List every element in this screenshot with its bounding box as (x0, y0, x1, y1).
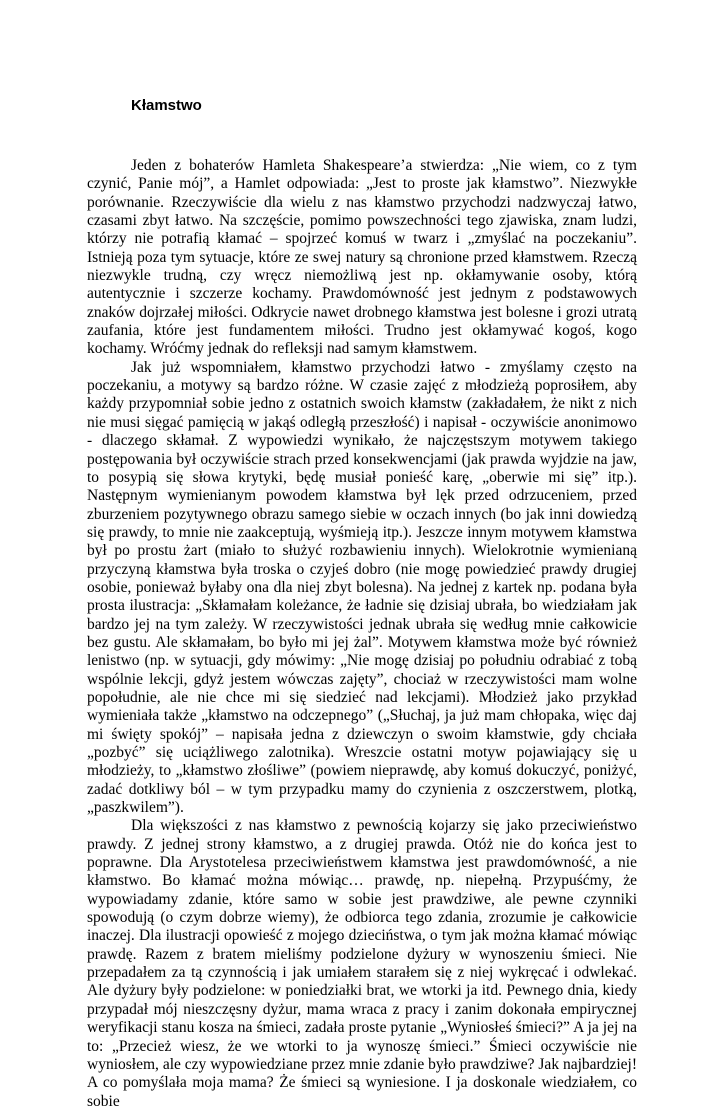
paragraph: Dla większości z nas kłamstwo z pewnością kojarzy się jako przeciwieństwo prawdy. Z jednej strony kłamstwo, a z drugiej prawda. Otóż nie do końca jest to poprawne. Dla Arystotelesa przeciwieństwem kłamstwa jest prawdomówność, a nie kłamstwo. Bo kłamać można mówiąc… prawdę, np. niepełną. Przypuśćmy, że wypowiadamy zdanie, które samo w sobie jest prawdziwe, ale pewne czynniki spowodują (o czym dobrze wiemy), że odbiorca tego zdania, zrozumie je całkowicie inaczej. Dla ilustracji opowieść z mojego dzieciństwa, o tym jak można kłamać mówiąc prawdę. Razem z bratem mieliśmy podzielone dyżury w wynoszeniu śmieci. Nie przepadałem za tą czynnością i jak umiałem starałem się z niej wykręcać i odwlekać. Ale dyżury były podzielone: w poniedziałki brat, we wtorki ja itd. Pewnego dnia, kiedy przypadał mój nieszczęsny dyżur, mama wraca z pracy i zanim dokonała empirycznej weryfikacji stanu kosza na śmieci, zadała proste pytanie „Wyniosłeś śmieci?” A ja jej na to: „Przecież wiesz, że we wtorki to ja wynoszę śmieci.” Śmieci oczywiście nie wyniosłem, ale czy wypowiedziane przez mnie zdanie było prawdziwe? Jak najbardziej! A co pomyślała moja mama? Że śmieci są wyniesione. I ja doskonale wiedziałem, co sobie (87, 817, 637, 1110)
paragraph: Jeden z bohaterów Hamleta Shakespeare’a stwierdza: „Nie wiem, co z tym czynić, Panie mój”, a Hamlet odpowiada: „Jest to proste jak kłamstwo”. Niezwykłe porównanie. Rzeczywiście dla wielu z nas kłamstwo przychodzi nadzwyczaj łatwo, czasami zbyt łatwo. Na szczęście, pomimo powszechności tego zjawiska, znam ludzi, którzy nie potrafią kłamać – spojrzeć komuś w twarz i „zmyślać na poczekaniu”. Istnieją poza tym sytuacje, które ze swej natury są chronione przed kłamstwem. Rzeczą niezwykle trudną, czy wręcz niemożliwą jest np. okłamywanie osoby, którą autentycznie i szczerze kochamy. Prawdomówność jest jednym z podstawowych znaków dojrzałej miłości. Odkrycie nawet drobnego kłamstwa jest bolesne i grozi utratą zaufania, które jest fundamentem miłości. Trudno jest okłamywać kogoś, kogo kochamy. Wróćmy jednak do refleksji nad samym kłamstwem. (87, 157, 637, 358)
document-title: Kłamstwo (131, 97, 202, 114)
document-body (87, 157, 637, 1111)
paragraph: Jak już wspomniałem, kłamstwo przychodzi łatwo - zmyślamy często na poczekaniu, a motywy są bardzo różne. W czasie zajęć z młodzieżą poprosiłem, aby każdy przypomniał sobie jedno z ostatnich swoich kłamstw (zakładałem, że nikt z nich nie musi sięgać pamięcią w jakąś odległą przeszłość) i napisał - oczywiście anonimowo - dlaczego skłamał. Z wypowiedzi wynikało, że najczęstszym motywem takiego postępowania był oczywiście strach przed konsekwencjami (jak prawda wyjdzie na jaw, to posypią się słowa krytyki, będę musiał ponieść karę, „oberwie mi się” itp.). Następnym wymienianym powodem kłamstwa był lęk przed odrzuceniem, przed zburzeniem pozytywnego obrazu samego siebie w oczach innych (bo jak inni dowiedzą się prawdy, to mnie nie zaakceptują, wyśmieją itp.). Jeszcze innym motywem kłamstwa był po prostu żart (miało to służyć rozbawieniu innych). Wielokrotnie wymienianą przyczyną kłamstwa była troska o czyjeś dobro (nie mogę powiedzieć prawdy drugiej osobie, ponieważ byłaby ona dla niej zbyt bolesna). Na jednej z kartek np. podana była prosta ilustracja: „Skłamałam koleżance, że ładnie się dzisiaj ubrała, bo wiedziałam jak bardzo jej na tym zależy. W rzeczywistości jednak ubrała się według mnie całkowicie bez gustu. Ale skłamałam, bo było mi jej żal”. Motywem kłamstwa może być również lenistwo (np. w sytuacji, gdy mówimy: „Nie mogę dzisiaj po południu odrabiać z tobą wspólnie lekcji, gdyż jestem wówczas zajęty”, chociaż w rzeczywistości mam wolne popołudnie, ale nie chce mi się siedzieć nad lekcjami). Młodzież jako przykład wymieniała także „kłamstwo na odczepnego” („Słuchaj, ja już mam chłopaka, więc daj mi święty spokój” – napisała jedna z dziewczyn o swoim kłamstwie, gdy chciała „pozbyć” się uciążliwego zalotnika). Wreszcie ostatni motyw pojawiający się u młodzieży, to „kłamstwo złośliwe” (powiem nieprawdę, aby komuś dokuczyć, poniżyć, zadać dotkliwy ból – w tym przypadku mamy do czynienia z oszczerstwem, plotką, „paszkwilem”). (87, 358, 637, 817)
